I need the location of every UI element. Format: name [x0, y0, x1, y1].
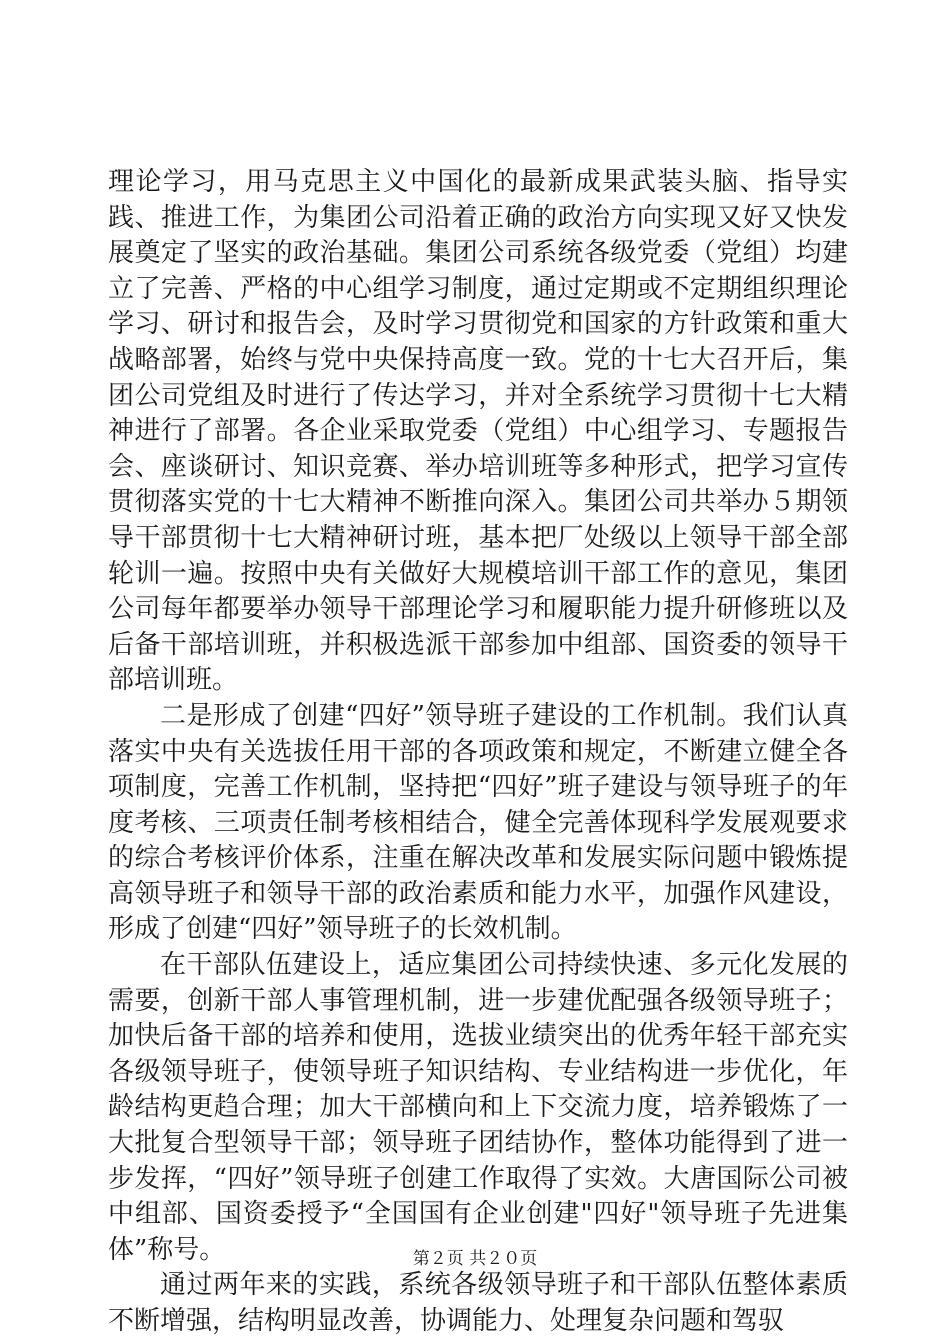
paragraph-1: 理论学习，用马克思主义中国化的最新成果武装头脑、指导实践、推进工作，为集团公司沿着正确的政治方向实现又好又快发展奠定了坚实的政治基础。集团公司系统各级党委（党组）均建立了完善、严格的中心组学习制度，通过定期或不定期组织理论学习、研讨和报告会，及时学习贯彻党和国家的方针政策和重大战略部署，始终与党中央保持高度一致。党的十七大召开后，集团公司党组及时进行了传达学习，并对全系统学习贯彻十七大精神进行了部署。各企业采取党委（党组）中心组学习、专题报告会、座谈研讨、知识竞赛、举办培训班等多种形式，把学习宣传贯彻落实党的十七大精神不断推向深入。集团公司共举办５期领导干部贯彻十七大精神研讨班，基本把厂处级以上领导干部全部轮训一遍。按照中央有关做好大规模培训干部工作的意见，集团公司每年都要举办领导干部理论学习和履职能力提升研修班以及后备干部培训班，并积极选派干部参加中组部、国资委的领导干部培训班。 [108, 167, 848, 696]
paragraph-2: 二是形成了创建“四好”领导班子建设的工作机制。我们认真落实中央有关选拔任用干部的各项政策和规定，不断建立健全各项制度，完善工作机制，坚持把“四好”班子建设与领导班子的年度考核、三项责任制考核相结合，健全完善体现科学发展观要求的综合考核评价体系，注重在解决改革和发展实际问题中锻炼提高领导班子和领导干部的政治素质和能力水平，加强作风建设，形成了创建“四好”领导班子的长效机制。 [108, 700, 848, 945]
paragraph-3: 在干部队伍建设上，适应集团公司持续快速、多元化发展的需要，创新干部人事管理机制，进一步建优配强各级领导班子；加快后备干部的培养和使用，选拔业绩突出的优秀年轻干部充实各级领导班子，使领导班子知识结构、专业结构进一步优化，年龄结构更趋合理；加大干部横向和上下交流力度，培养锻炼了一大批复合型领导干部；领导班子团结协作，整体功能得到了进一步发挥，“四好”领导班子创建工作取得了实效。大唐国际公司被中组部、国资委授予“全国国有企业创建"四好"领导班子先进集体”称号。 [108, 950, 848, 1265]
page-number-label: 第２页 共２０页 [412, 1249, 538, 1269]
paragraph-4: 通过两年来的实践，系统各级领导班子和干部队伍整体素质不断增强，结构明显改善，协调能力、处理复杂问题和驾驭 [108, 1270, 848, 1336]
page-footer [0, 1244, 950, 1269]
document-body [108, 165, 848, 1340]
